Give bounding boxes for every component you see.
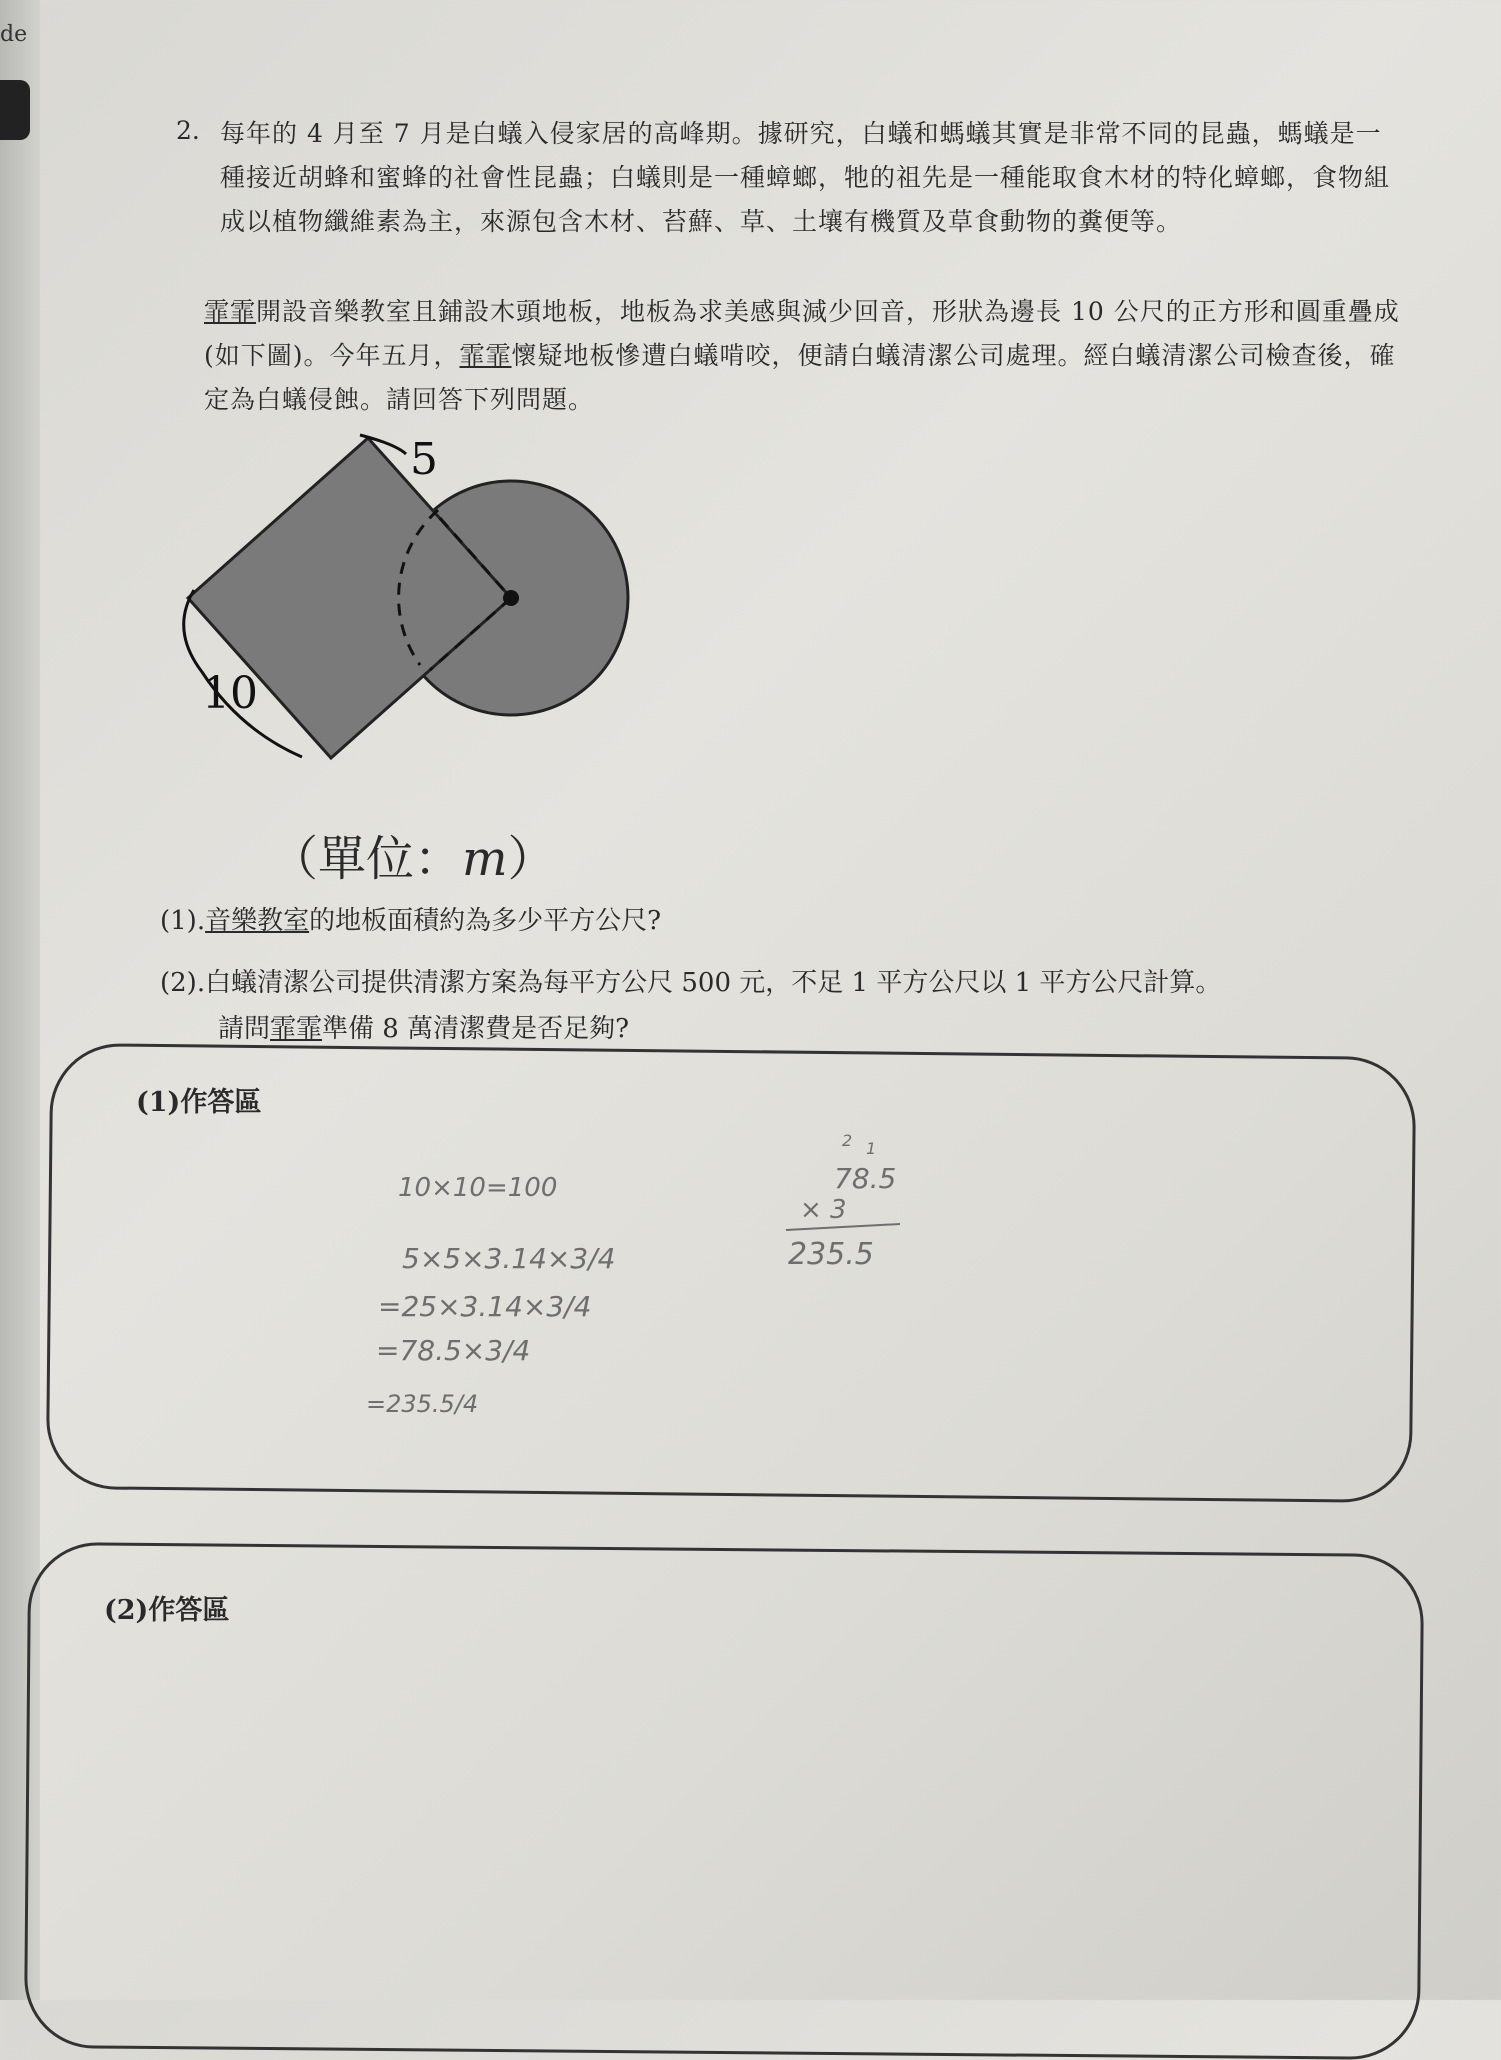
mult-top: 78.5: [834, 1162, 897, 1195]
mult-carry-1: 2: [842, 1131, 853, 1150]
answer-area-1-label: (1)作答區: [136, 1087, 262, 1118]
mult-bottom: × 3: [800, 1195, 847, 1225]
mult-carry-2: 1: [866, 1139, 877, 1158]
handwriting-line-5: =235.5/4: [366, 1390, 479, 1418]
unit-symbol: m: [462, 831, 508, 887]
subquestion-2-text-a: 請問: [218, 1014, 271, 1044]
subquestion-1-text: 的地板面積約為多少平方公尺?: [309, 906, 662, 936]
question-paragraph-1: 每年的 4 月至 7 月是白蟻入侵家居的高峰期。據研究，白蟻和螞蟻其實是非常不同的昆蟲，螞蟻是一種接近胡蜂和蜜蜂的社會性昆蟲；白蟻則是一種蟑螂，牠的祖先是一種能取食木材的特化蟑螂，食物組成以植物纖維素為主，來源包含木材、苔蘚、草、土壤有機質及草食動物的糞便等。: [220, 119, 1391, 236]
answer-area-2-label: (2)作答區: [104, 1595, 230, 1626]
handwriting-line-1: 10×10=100: [398, 1173, 558, 1203]
subquestion-1-number: (1).: [160, 906, 206, 936]
subquestion-2-name: 霏霏: [270, 1014, 323, 1044]
mult-result: 235.5: [788, 1237, 874, 1272]
unit-prefix: （單位：: [270, 831, 463, 887]
name-underlined: 霏霏: [459, 341, 512, 370]
subquestion-2-text-b: 準備 8 萬清潔費是否足夠?: [322, 1014, 630, 1044]
subquestion-2-number: (2).: [160, 968, 206, 998]
name-underlined: 霏霏: [204, 297, 257, 326]
handwriting-line-4: =78.5×3/4: [376, 1334, 531, 1367]
paragraph-2-text-b: 懷疑地板慘遭白蟻啃咬，便請白蟻清潔公司處理。經白蟻清潔公司檢查後，確定為白蟻侵蝕。請回答下列問題。: [204, 341, 1396, 414]
question-number: 2.: [176, 116, 200, 145]
subquestion-1-underlined: 音樂教室: [205, 906, 310, 936]
paragraph-2-text-a: 開設音樂教室且鋪設木頭地板，地板為求美感與減少回音，形狀為邊長 10 公尺的正方形和圓重疊成(如下圖)。今年五月，: [204, 297, 1400, 370]
handwriting-line-2: 5×5×3.14×3/4: [402, 1242, 616, 1275]
label-side: 10: [202, 668, 258, 719]
handwriting-line-3: =25×3.14×3/4: [378, 1290, 592, 1323]
subquestion-2-text: 白蟻清潔公司提供清潔方案為每平方公尺 500 元，不足 1 平方公尺以 1 平方公尺計算。: [205, 968, 1222, 998]
edge-text: de: [0, 22, 28, 47]
label-radius: 5: [410, 434, 438, 485]
unit-suffix: ）: [507, 831, 556, 887]
